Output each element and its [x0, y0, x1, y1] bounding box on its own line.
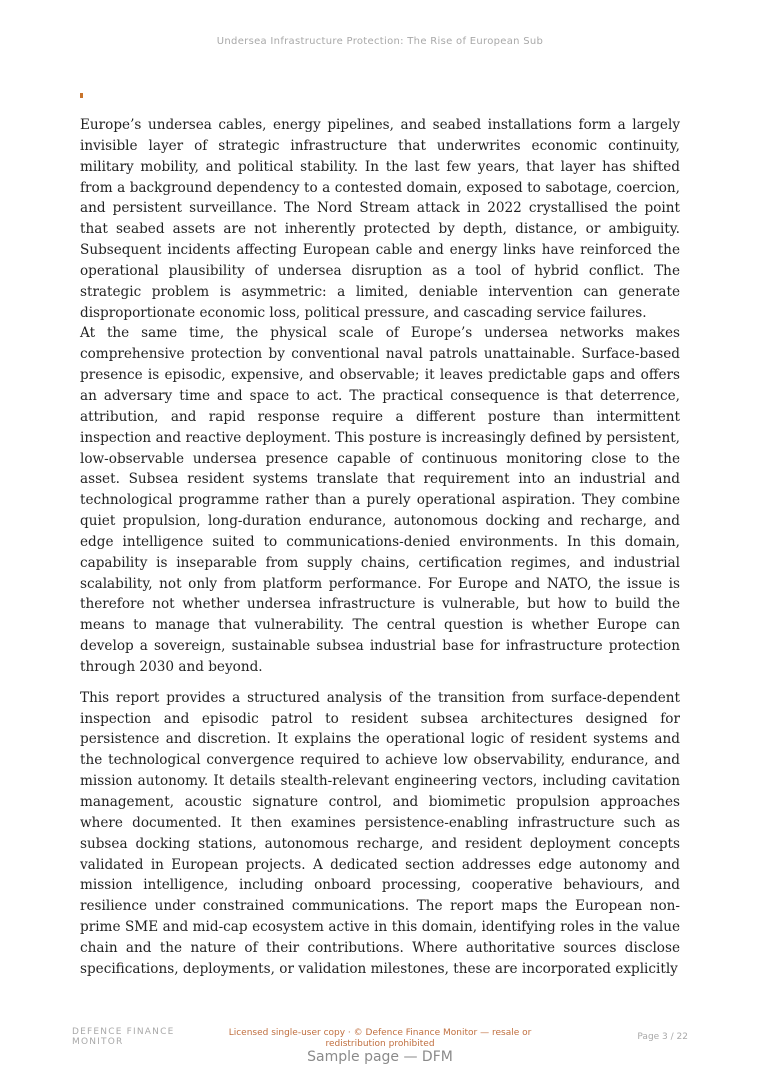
- running-header: Undersea Infrastructure Protection: The Rise of European Sub: [216, 36, 544, 47]
- section-accent-mark: [80, 93, 83, 98]
- footer-brand-line-2: MONITOR: [72, 1037, 124, 1047]
- paragraph-2: At the same time, the physical scale of Europe’s undersea networks makes comprehensive protection by conventional naval patrols unattainable. Surface-based presence is episodic, expensive, and observable; it leaves predictable gaps and offers an adversary time and space to act. The practical consequence is that deterrence, attribution, and rapid response require a different posture than intermittent inspection and reactive deployment. This posture is increasingly defined by persistent, low-observable undersea presence capable of continuous monitoring close to the asset. Subsea resident systems translate that requirement into an industrial and technological programme rather than a purely operational aspiration. They combine quiet propulsion, long-duration endurance, autonomous docking and recharge, and edge intelligence suited to communications-denied environments. In this domain, capability is inseparable from supply chains, certification regimes, and industrial scalability, not only from platform performance. For Europe and NATO, the issue is therefore not whether undersea infrastructure is vulnerable, but how to build the means to manage that vulnerability. The central question is whether Europe can develop a sovereign, sustainable subsea industrial base for infrastructure protection through 2030 and beyond.: [80, 325, 680, 675]
- sample-page-label: Sample page — DFM: [307, 1049, 453, 1065]
- page-number: Page 3 / 22: [637, 1032, 688, 1042]
- paragraph-3: This report provides a structured analysis of the transition from surface-dependent inspection and episodic patrol to resident subsea architectures designed for persistence and discretion. It explains the operational logic of resident systems and the technological convergence required to achieve low observability, endurance, and mission autonomy. It details stealth-relevant engineering vectors, including cavitation management, acoustic signature control, and biomimetic propulsion approaches where documented. It then examines persistence-enabling infrastructure such as subsea docking stations, autonomous recharge, and resident deployment concepts validated in European projects. A dedicated section addresses edge autonomy and mission intelligence, including onboard processing, cooperative behaviours, and resilience under constrained communications. The report maps the European non-prime SME and mid-cap ecosystem active in this domain, identifying roles in the value chain and the nature of their contributions. Where authoritative sources disclose specifications, deployments, or validation milestones, these are incorporated explicitly: [80, 689, 680, 977]
- footer-license-notice: Licensed single-user copy · © Defence Finance Monitor — resale or redistribution prohibited: [228, 1028, 532, 1049]
- paragraph-1: Europe’s undersea cables, energy pipelines, and seabed installations form a largely invisible layer of strategic infrastructure that underwrites economic continuity, military mobility, and political stability. In the last few years, that layer has shifted from a background dependency to a contested domain, exposed to sabotage, coercion, and persistent surveillance. The Nord Stream attack in 2022 crystallised the point that seabed assets are not inherently protected by depth, distance, or ambiguity. Subsequent incidents affecting European cable and energy links have reinforced the operational plausibility of undersea disruption as a tool of hybrid conflict. The strategic problem is asymmetric: a limited, deniable intervention can generate disproportionate economic loss, political pressure, and cascading service failures.: [80, 117, 680, 321]
- footer-brand: [72, 1027, 174, 1047]
- body-text: [80, 115, 680, 980]
- footer-brand-line-1: DEFENCE FINANCE: [72, 1027, 175, 1037]
